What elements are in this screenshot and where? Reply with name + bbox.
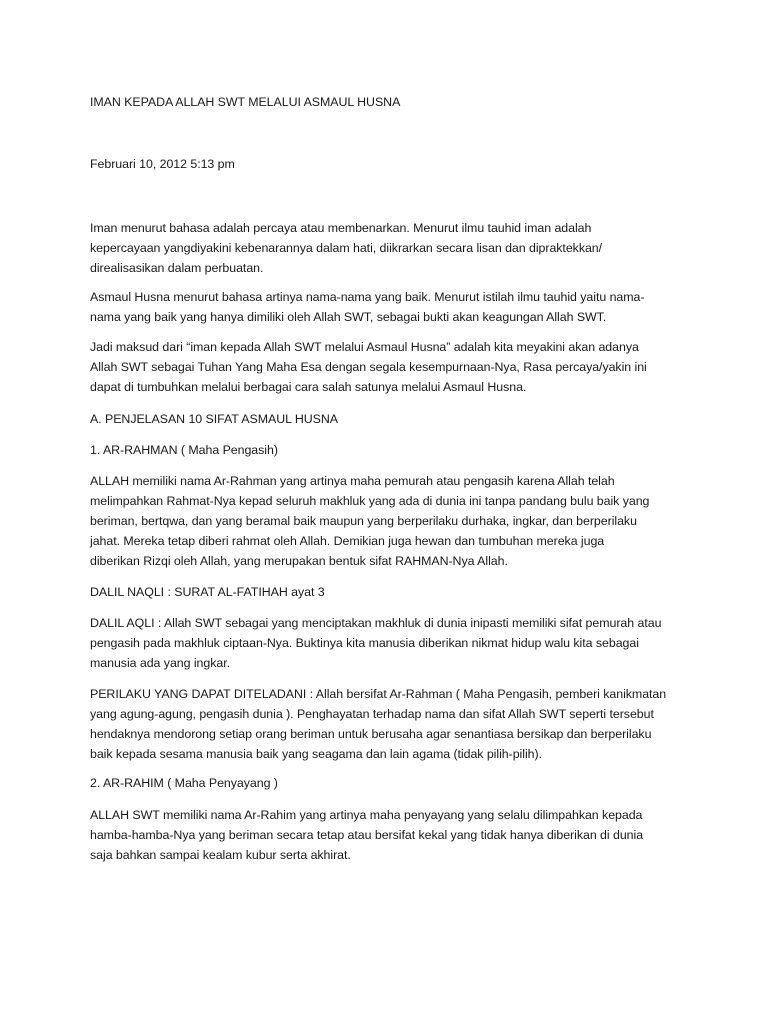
paragraph-line: diberikan Rizqi oleh Allah, yang merupakan bentuk sifat RAHMAN-Nya Allah. (90, 554, 508, 568)
paragraph-ar-rahim (90, 805, 643, 865)
paragraph-line: jahat. Mereka tetap diberi rahmat oleh Allah. Demikian juga hewan dan tumbuhan mereka juga (90, 534, 605, 548)
subsection-heading: 1. AR-RAHMAN ( Maha Pengasih) (90, 443, 278, 457)
dalil-aqli (90, 613, 661, 673)
paragraph-ar-rahman (90, 471, 649, 571)
dalil-naqli (90, 582, 325, 602)
paragraph-line: manusia ada yang ingkar. (90, 656, 231, 670)
paragraph-line: kepercayaan yangdiyakini kebenarannya dalam hati, diikrarkan secara lisan dan dipraktekkan/ (90, 241, 603, 255)
paragraph-line: ALLAH memiliki nama Ar-Rahman yang artinya maha pemurah atau pengasih karena Allah telah (90, 474, 615, 488)
paragraph-line: yang agung-agung, pengasih dunia ). Penghayatan terhadap nama dan sifat Allah SWT seperti tersebut (90, 707, 654, 721)
paragraph-line: direalisasikan dalam perbuatan. (90, 261, 264, 275)
paragraph-line: ALLAH SWT memiliki nama Ar-Rahim yang artinya maha penyayang yang selalu dilimpahkan kepada (90, 808, 643, 822)
section-heading: A. PENJELASAN 10 SIFAT ASMAUL HUSNA (90, 412, 338, 426)
paragraph-asmaul-husna-definition (90, 287, 644, 327)
perilaku-yang-dapat-diteladani (90, 684, 666, 764)
section-heading-a (90, 409, 338, 429)
paragraph-iman-definition (90, 218, 602, 278)
paragraph-line: Iman menurut bahasa adalah percaya atau membenarkan. Menurut ilmu tauhid iman adalah (90, 221, 592, 235)
subsection-heading-ar-rahim (90, 773, 278, 793)
paragraph-line: beriman, bertqwa, dan yang beramal baik maupun yang berperilaku durhaka, ingkar, dan berperilaku (90, 514, 637, 528)
paragraph-line: DALIL NAQLI : SURAT AL-FATIHAH ayat 3 (90, 585, 325, 599)
paragraph-line: Jadi maksud dari “iman kepada Allah SWT melalui Asmaul Husna” adalah kita meyakini akan adanya (90, 340, 639, 354)
paragraph-line: saja bahkan sampai kealam kubur serta akhirat. (90, 848, 351, 862)
subsection-heading-ar-rahman (90, 440, 278, 460)
paragraph-line: melimpahkan Rahmat-Nya kepad seluruh makhluk yang ada di dunia ini tanpa pandang bulu baik yang (90, 494, 650, 508)
document-date: Februari 10, 2012 5:13 pm (90, 157, 235, 171)
paragraph-line: hendaknya mendorong setiap orang beriman untuk berusaha agar senantiasa bersikap dan berperilaku (90, 727, 652, 741)
paragraph-line: DALIL AQLI : Allah SWT sebagai yang menciptakan makhluk di dunia inipasti memiliki sifat pemurah atau (90, 616, 662, 630)
paragraph-line: Asmaul Husna menurut bahasa artinya nama-nama yang baik. Menurut istilah ilmu tauhid yaitu nama- (90, 290, 645, 304)
subsection-heading: 2. AR-RAHIM ( Maha Penyayang ) (90, 776, 278, 790)
paragraph-line: PERILAKU YANG DAPAT DITELADANI : Allah bersifat Ar-Rahman ( Maha Pengasih, pemberi kanikmatan (90, 687, 667, 701)
paragraph-line: pengasih pada makhluk ciptaan-Nya. Buktinya kita manusia diberikan nikmat hidup walu kita sebagai (90, 636, 639, 650)
paragraph-meaning (90, 337, 647, 397)
paragraph-line: baik kepada sesama manusia baik yang seagama dan lain agama (tidak pilih-pilih). (90, 747, 542, 761)
document-title: IMAN KEPADA ALLAH SWT MELALUI ASMAUL HUSNA (90, 95, 401, 109)
paragraph-line: hamba-hamba-Nya yang beriman secara tetap atau bersifat kekal yang tidak hanya diberikan di dunia (90, 828, 644, 842)
paragraph-line: dapat di tumbuhkan melalui berbagai cara salah satunya melalui Asmaul Husna. (90, 380, 527, 394)
paragraph-line: Allah SWT sebagai Tuhan Yang Maha Esa dengan segala kesempurnaan-Nya, Rasa percaya/yakin ini (90, 360, 647, 374)
paragraph-line: nama yang baik yang hanya dimiliki oleh Allah SWT, sebagai bukti akan keagungan Allah SWT. (90, 310, 607, 324)
